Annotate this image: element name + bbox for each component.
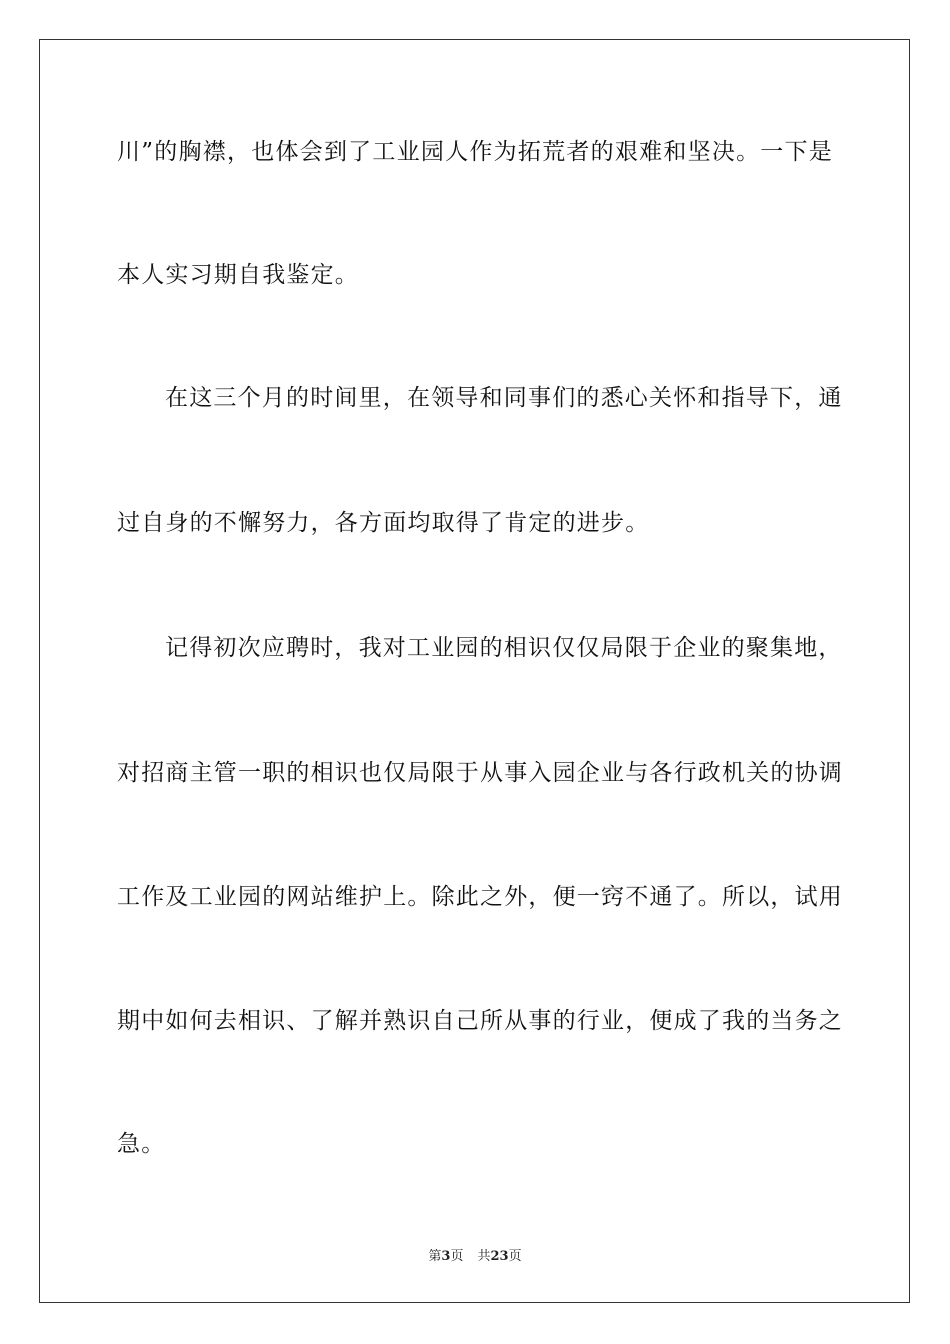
total-pages: 23 <box>490 1249 509 1264</box>
total-suffix: 页 <box>508 1249 522 1264</box>
page-footer <box>0 1248 950 1266</box>
page-number: 3 <box>441 1249 451 1264</box>
paragraph-3-line-3: 工作及工业园的网站维护上。除此之外，便一窍不通了。所以，试用 <box>117 884 843 910</box>
paragraph-1-line-1: 川”的胸襟，也体会到了工业园人作为拓荒者的艰难和坚决。一下是 <box>117 139 833 165</box>
page-border <box>39 39 910 1303</box>
page-prefix: 第 <box>428 1249 442 1264</box>
total-prefix: 共 <box>477 1249 491 1264</box>
paragraph-2-line-1: 在这三个月的时间里，在领导和同事们的悉心关怀和指导下，通 <box>165 385 843 411</box>
paragraph-3-line-4: 期中如何去相识、了解并熟识自己所从事的行业，便成了我的当务之 <box>117 1008 843 1034</box>
paragraph-3-line-1: 记得初次应聘时，我对工业园的相识仅仅局限于企业的聚集地， <box>165 635 843 661</box>
paragraph-3-line-5: 急。 <box>117 1131 166 1157</box>
paragraph-1-line-2: 本人实习期自我鉴定。 <box>117 262 359 288</box>
paragraph-2-line-2: 过自身的不懈努力，各方面均取得了肯定的进步。 <box>117 510 650 536</box>
paragraph-3-line-2: 对招商主管一职的相识也仅局限于从事入园企业与各行政机关的协调 <box>117 760 843 786</box>
page-suffix: 页 <box>450 1249 464 1264</box>
